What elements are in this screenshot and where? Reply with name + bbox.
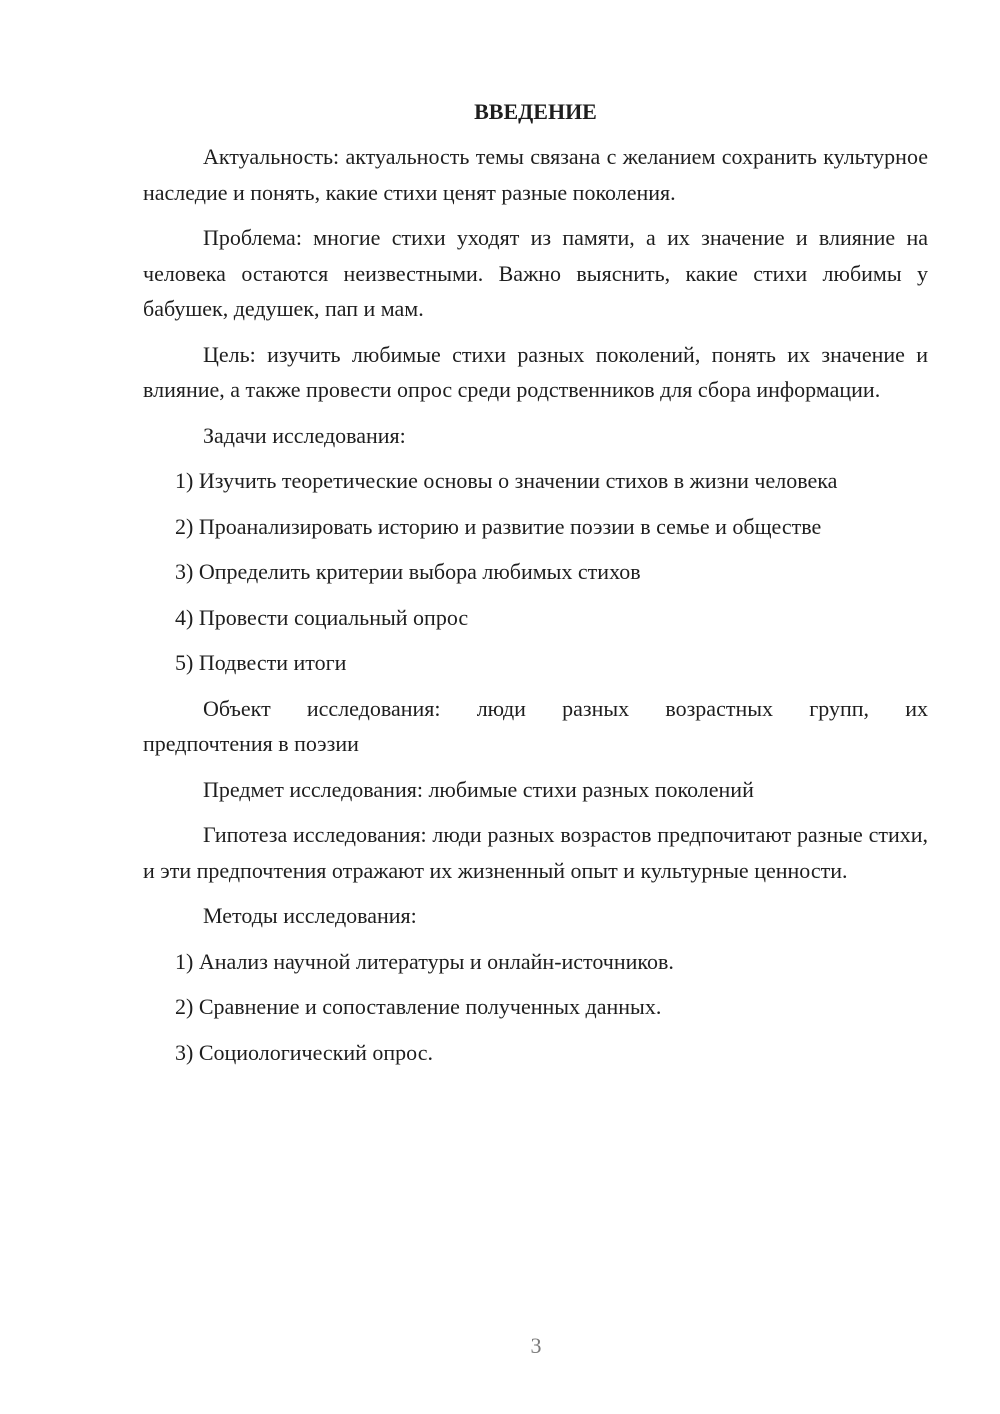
object-word: групп, — [809, 695, 869, 721]
object-paragraph — [143, 691, 928, 762]
tasks-list — [143, 463, 928, 681]
page-number: 3 — [530, 1333, 542, 1358]
methods-heading: Методы исследования: — [203, 903, 417, 928]
task-item: 5) Подвести итоги — [175, 650, 347, 675]
relevance-paragraph: Актуальность: актуальность темы связана с желанием сохранить культурное наследие и понять, какие стихи ценят разные поколения. — [143, 144, 928, 205]
object-word: люди — [476, 695, 526, 721]
methods-list — [143, 944, 928, 1071]
object-word: их — [905, 695, 928, 721]
object-line-2: предпочтения в поэзии — [143, 731, 359, 756]
problem-paragraph: Проблема: многие стихи уходят из памяти, а их значение и влияние на человека остаются неизвестными. Важно выяснить, какие стихи любимы у бабушек, дедушек, пап и мам. — [143, 225, 928, 321]
page-title: ВВЕДЕНИЕ — [474, 99, 597, 124]
hypothesis-paragraph: Гипотеза исследования: люди разных возрастов предпочитают разные стихи, и эти предпочтения отражают их жизненный опыт и культурные ценности. — [143, 822, 928, 883]
method-item: 3) Социологический опрос. — [175, 1039, 433, 1065]
method-item: 2) Сравнение и сопоставление полученных данных. — [175, 994, 662, 1019]
object-word: Объект — [203, 695, 271, 721]
document-page — [143, 94, 928, 1080]
object-line-1 — [143, 691, 928, 727]
tasks-heading: Задачи исследования: — [203, 422, 406, 448]
object-word: возрастных — [665, 695, 774, 721]
goal-paragraph: Цель: изучить любимые стихи разных поколений, понять их значение и влияние, а также провести опрос среди родственников для сбора информации. — [143, 341, 928, 402]
task-item: 1) Изучить теоретические основы о значении стихов в жизни человека — [175, 468, 838, 493]
task-item: 2) Проанализировать историю и развитие поэзии в семье и обществе — [175, 513, 822, 539]
method-item: 1) Анализ научной литературы и онлайн-источников. — [175, 948, 674, 974]
task-item: 4) Провести социальный опрос — [175, 604, 469, 630]
object-word: разных — [562, 695, 630, 721]
object-word: исследования: — [306, 695, 441, 721]
task-item: 3) Определить критерии выбора любимых стихов — [175, 559, 641, 584]
subject-paragraph: Предмет исследования: любимые стихи разных поколений — [203, 776, 754, 802]
